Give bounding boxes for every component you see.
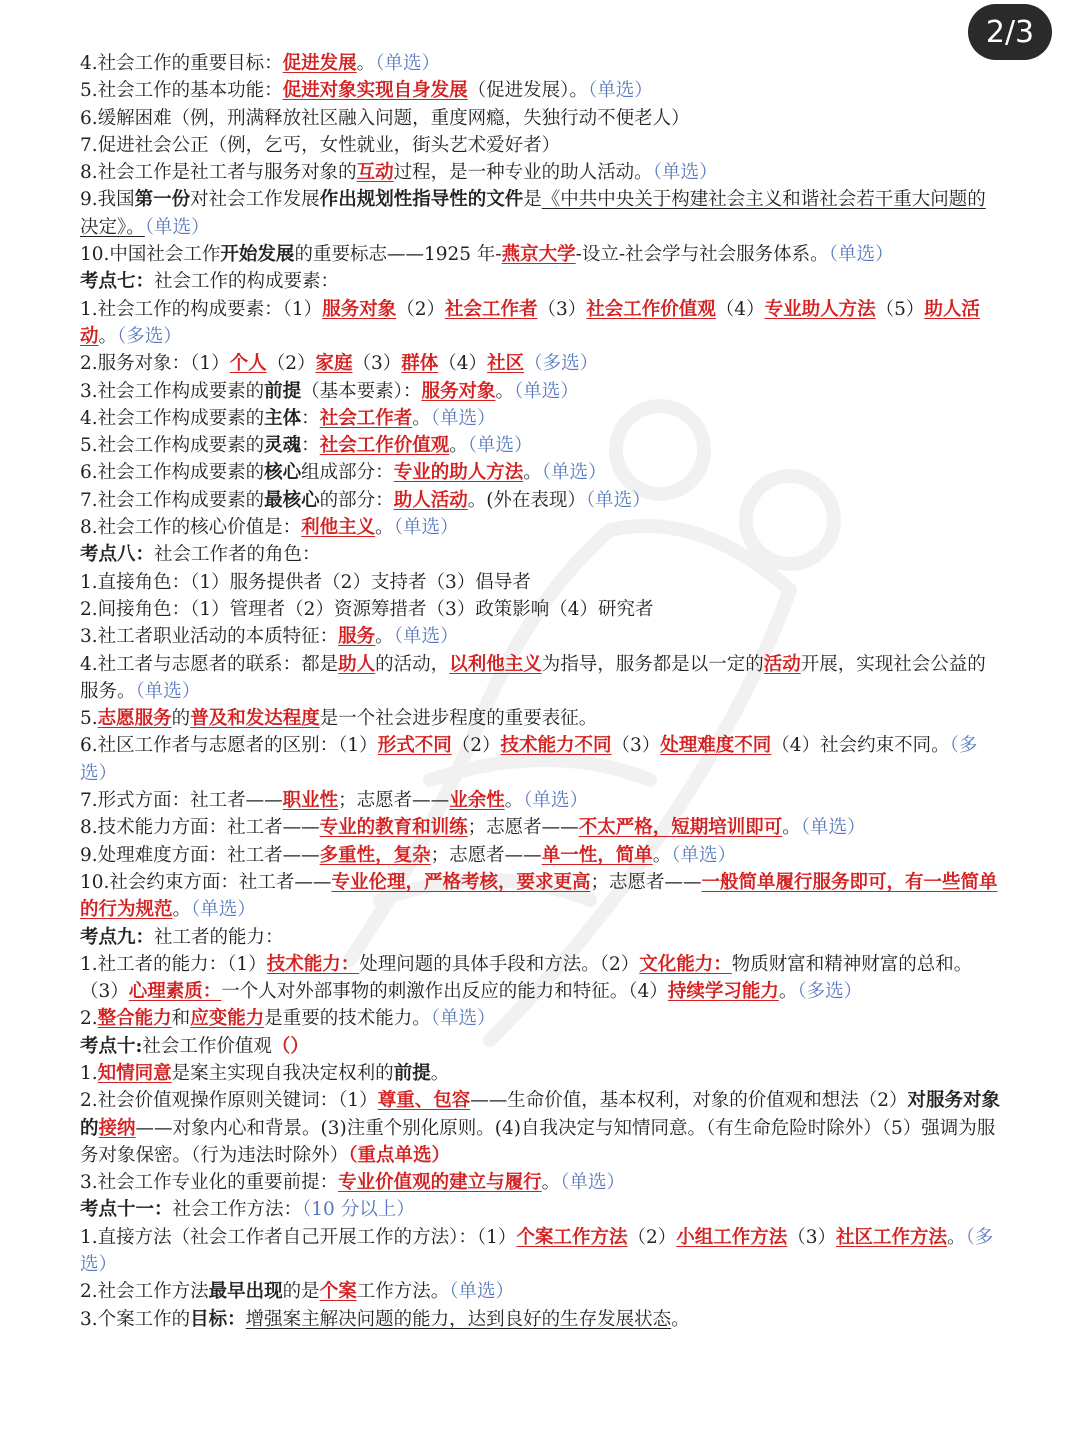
text-segment: （2）	[627, 1226, 677, 1248]
key-term: 助人活动	[80, 298, 980, 347]
text-segment: 1.社会工作的构成要素：（1）	[80, 298, 323, 320]
key-term: 专业伦理，严格考核，要求更高	[331, 871, 591, 893]
text-segment: 前提	[264, 380, 302, 402]
text-line	[80, 186, 1000, 241]
question-type-tag: （单选）	[430, 407, 496, 429]
text-segment: （3）	[537, 298, 587, 320]
key-term: 助人	[338, 653, 376, 675]
text-segment: ：	[301, 407, 320, 429]
key-term: 职业性	[282, 790, 339, 812]
text-segment: 的	[171, 708, 191, 730]
text-segment: 2.社会工作方法	[80, 1281, 209, 1303]
text-segment: 2.	[80, 1008, 98, 1030]
text-line	[80, 924, 1000, 951]
text-segment: 2.服务对象：（1）	[80, 353, 230, 375]
question-type-tag: （单选）	[541, 462, 607, 484]
key-term: 个案工作方法	[516, 1226, 628, 1248]
text-segment: ；志愿者——	[590, 871, 702, 893]
key-term: 专业助人方法	[764, 298, 876, 320]
text-segment: 7.形式方面：社工者——	[80, 790, 283, 812]
key-term: 文化能力：	[639, 953, 732, 975]
text-line	[80, 159, 1000, 186]
text-segment: 社会工作价值观	[142, 1035, 272, 1057]
key-term: 社会工作者	[444, 298, 538, 320]
key-term: 促进发展	[282, 53, 357, 74]
text-segment: 工作方法。	[356, 1281, 450, 1303]
text-line	[80, 77, 1000, 104]
text-line	[80, 787, 1000, 814]
key-term: 社区工作方法	[836, 1226, 948, 1248]
text-segment: ——生命价值，基本权利，对象的价值观和想法（2）	[470, 1090, 908, 1112]
text-segment: （3）	[611, 735, 661, 757]
text-line	[80, 1033, 1000, 1060]
key-term: 专业的教育和训练	[319, 817, 468, 839]
text-segment: 对服务对象的	[80, 1090, 1000, 1139]
text-segment: 和	[171, 1008, 191, 1030]
key-term: 以利他主义	[449, 653, 542, 675]
key-term: 专业的助人方法	[393, 462, 524, 484]
key-term: 个人	[229, 353, 267, 375]
text-segment: 6.社会工作构成要素的	[80, 462, 265, 484]
key-term: 利他主义	[301, 517, 376, 539]
text-segment: 4.社会工作的重要目标：	[80, 53, 283, 74]
text-segment: 。	[375, 517, 394, 539]
text-segment: 核心	[264, 462, 302, 484]
question-type-tag: （单选）	[585, 489, 651, 511]
text-line	[80, 1224, 1000, 1279]
text-segment: 5.社会工作的基本功能：	[80, 80, 283, 102]
text-segment: 6.缓解困难（例，刑满释放社区融入问题，重度网瘾，失独行动不便老人）	[80, 107, 690, 129]
text-segment: ；志愿者——	[338, 790, 450, 812]
text-segment: 5.社会工作构成要素的	[80, 435, 265, 457]
question-type-tag: （单选）	[828, 244, 894, 266]
text-segment: 处理问题的具体手段和方法。（2）	[359, 953, 640, 975]
question-type-tag: （单选）	[430, 1008, 496, 1030]
text-segment: 开展，实现社会公益的服务。	[80, 653, 986, 702]
key-term: 接纳	[98, 1117, 136, 1139]
text-segment: 6.社区工作者与志愿者的区别：（1）	[80, 735, 378, 757]
text-segment: 灵魂	[264, 435, 302, 457]
text-line	[80, 50, 1000, 77]
question-type-tag: （单选）	[393, 626, 459, 648]
text-segment: （）	[271, 1035, 309, 1057]
text-segment: 3.社会工作专业化的重要前提：	[80, 1172, 339, 1194]
text-segment: 是案主实现自我决定权利的	[171, 1062, 394, 1084]
question-type-tag: （单选）	[393, 517, 459, 539]
text-segment: 是一个社会进步程度的重要表征。	[319, 708, 598, 730]
document-body	[80, 50, 1000, 1333]
text-line	[80, 951, 1000, 1006]
text-segment: 。	[782, 817, 801, 839]
text-segment: 1.社工者的能力：（1）	[80, 953, 267, 975]
text-segment: 。	[98, 325, 118, 347]
text-line	[80, 732, 1000, 787]
text-segment: 1.	[80, 1062, 98, 1084]
text-line	[80, 378, 1000, 405]
text-line	[80, 623, 1000, 650]
text-segment: 9.处理难度方面：社工者——	[80, 844, 320, 866]
text-segment: 。	[495, 380, 514, 402]
question-type-tag: （单选）	[800, 817, 866, 839]
question-type-tag: （单选）	[144, 216, 210, 238]
text-segment: 物质财富和精神财富的总和。（3）	[80, 953, 973, 1003]
text-segment: 组成部分：	[301, 462, 394, 484]
key-term: 志愿服务	[97, 708, 172, 730]
key-term: 一般简单履行服务即可，有一些简单的行为规范	[80, 871, 998, 921]
key-term: 应变能力	[190, 1008, 265, 1030]
key-term: 服务对象	[322, 298, 397, 320]
text-segment: 。	[504, 790, 524, 812]
question-type-tag: （多选）	[80, 1226, 994, 1276]
text-segment: 。	[947, 1226, 966, 1248]
text-segment: 社会工作者的角色：	[154, 544, 321, 566]
text-segment: 4.社会工作构成要素的	[80, 407, 265, 429]
text-segment: （2）	[266, 353, 316, 375]
text-segment: 1.直接角色：（1）服务提供者（2）支持者（3）倡导者	[80, 571, 531, 593]
text-segment: 。	[541, 1172, 561, 1194]
key-term: 形式不同	[377, 735, 452, 757]
text-segment: 第一份	[134, 189, 191, 211]
text-line	[80, 869, 1000, 924]
text-segment: 。	[523, 462, 542, 484]
key-term: 服务	[338, 626, 376, 648]
text-segment: 对社会工作发展	[190, 189, 320, 211]
key-term: 燕京大学	[501, 244, 576, 266]
text-line	[80, 296, 1000, 351]
text-segment: （基本要素）：	[301, 380, 422, 402]
text-segment: 考点八：	[80, 544, 155, 566]
question-type-tag: （单选）	[467, 435, 533, 457]
question-type-tag: （多选）	[524, 353, 599, 375]
key-term: 持续学习能力	[667, 981, 779, 1003]
text-segment: （4）	[715, 298, 765, 320]
key-term: 整合能力	[97, 1008, 172, 1030]
text-segment: 5.	[80, 708, 98, 730]
key-term: 家庭	[315, 353, 353, 375]
question-type-tag: （多选）	[797, 981, 863, 1003]
text-line	[80, 1196, 1000, 1223]
text-line	[80, 842, 1000, 869]
text-segment: （4）社会约束不同。	[771, 735, 950, 757]
key-term: 单一性，简单	[541, 844, 653, 866]
text-segment: 社会工作的构成要素：	[154, 271, 340, 293]
question-type-tag: （单选）	[135, 680, 201, 702]
key-term: 尊重、包容	[377, 1090, 471, 1112]
text-segment: ——对象内心和背景。(3)注重个别化原则。(4)自我决定与知情同意。（有生命危险时除外）（5）强调为服务对象保密。（行为违法时除外）	[80, 1117, 996, 1166]
text-segment: 。	[671, 1308, 690, 1330]
question-type-tag: （10 分以上）	[302, 1199, 415, 1221]
text-segment: 。	[375, 626, 394, 648]
text-segment: 增强案主解决问题的能力，达到良好的生存发展状态	[245, 1308, 672, 1330]
text-segment: 1.直接方法（社会工作者自己开展工作的方法）：（1）	[80, 1226, 517, 1248]
text-line	[80, 705, 1000, 732]
text-line	[80, 432, 1000, 459]
text-segment: 的活动，	[375, 653, 450, 675]
text-segment: 考点十一：	[80, 1199, 173, 1221]
key-term: 促进对象实现自身发展	[282, 80, 468, 102]
text-segment: （3）	[352, 353, 402, 375]
text-line	[80, 1169, 1000, 1196]
text-segment: （2）	[451, 735, 501, 757]
text-segment: 的部分：	[319, 489, 394, 511]
text-segment: 3.社工者职业活动的本质特征：	[80, 626, 339, 648]
text-segment: 的是	[282, 1281, 320, 1303]
text-segment: 作出规划性指导性的文件	[319, 189, 524, 211]
text-line	[80, 541, 1000, 568]
text-segment: 。	[449, 435, 468, 457]
text-segment: 。(外在表现）	[467, 489, 586, 511]
key-term: 社会工作价值观	[319, 435, 450, 457]
text-segment: 。	[412, 407, 431, 429]
key-term: 知情同意	[97, 1062, 172, 1084]
key-term: 助人活动	[393, 489, 468, 511]
text-segment: ；志愿者——	[467, 817, 579, 839]
key-term: 技术能力不同	[500, 735, 612, 757]
page-indicator: 2/3	[968, 4, 1052, 60]
text-segment: 过程，是一种专业的助人活动。	[393, 162, 653, 184]
text-line	[80, 350, 1000, 377]
text-segment: 。	[652, 844, 672, 866]
key-term: 业余性	[449, 790, 505, 812]
text-segment: 。	[778, 981, 798, 1003]
text-segment: 8.技术能力方面：社工者——	[80, 817, 320, 839]
question-type-tag: （单选）	[587, 80, 653, 102]
question-type-tag: （单选）	[523, 790, 588, 812]
text-segment: 目标：	[190, 1308, 246, 1330]
text-segment: 的重要标志——1925 年-	[294, 244, 502, 266]
key-term: 多重性，复杂	[319, 844, 431, 866]
text-line	[80, 268, 1000, 295]
key-term: 社会工作者	[319, 407, 413, 429]
text-line	[80, 459, 1000, 486]
key-term: 技术能力：	[266, 953, 360, 975]
text-segment: 是重要的技术能力。	[264, 1008, 431, 1030]
text-segment: 4.社工者与志愿者的联系：都是	[80, 653, 339, 675]
text-line	[80, 241, 1000, 268]
text-segment: 考点九：	[80, 926, 155, 948]
text-segment: 10.中国社会工作	[80, 244, 221, 266]
text-segment: 7.促进社会公正（例，乞丐，女性就业，街头艺术爱好者）	[80, 134, 561, 156]
text-segment: 一个人对外部事物的刺激作出反应的能力和特征。（4）	[221, 981, 668, 1003]
text-segment: 考点七：	[80, 271, 155, 293]
question-type-tag: （单选）	[449, 1281, 514, 1303]
text-segment: （4）	[438, 353, 488, 375]
question-type-tag: （多选）	[80, 735, 978, 784]
text-segment: 。	[430, 1062, 450, 1084]
text-segment: 8.社会工作是社工者与服务对象的	[80, 162, 357, 184]
text-segment: 。	[356, 53, 376, 74]
key-term: 社会工作价值观	[586, 298, 716, 320]
text-segment: 3.个案工作的	[80, 1308, 191, 1330]
key-term: 心理素质：	[128, 981, 222, 1003]
text-segment: ：	[301, 435, 320, 457]
key-term: 小组工作方法	[676, 1226, 788, 1248]
text-segment: 社工者的能力：	[154, 926, 284, 948]
key-term: 群体	[401, 353, 439, 375]
key-term: 活动	[763, 653, 801, 675]
text-line	[80, 651, 1000, 706]
text-line	[80, 1005, 1000, 1032]
text-line	[80, 405, 1000, 432]
text-segment: -设立-社会学与社会服务体系。	[575, 244, 829, 266]
text-segment: 。	[172, 899, 192, 921]
text-segment: （2）	[396, 298, 445, 320]
question-type-tag: （单选）	[560, 1172, 625, 1194]
text-segment: 8.社会工作的核心价值是：	[80, 517, 302, 539]
text-segment: 最核心	[264, 489, 320, 511]
text-segment: 考点十:	[80, 1035, 143, 1057]
text-segment: 3.社会工作构成要素的	[80, 380, 265, 402]
text-line	[80, 105, 1000, 132]
text-segment: （促进发展）。	[467, 80, 588, 102]
text-segment: ；志愿者——	[430, 844, 542, 866]
text-segment: 《中共中央关于构建社会主义和谐社会若干重大问题的决定》。	[80, 189, 986, 238]
text-segment: 主体	[264, 407, 302, 429]
question-type-tag: （单选）	[191, 899, 256, 921]
key-term: 处理难度不同	[660, 735, 772, 757]
text-segment: 为指导，服务都是以一定的	[541, 653, 764, 675]
question-type-tag: （单选）	[375, 53, 440, 74]
text-line	[80, 1278, 1000, 1305]
text-segment: 10.社会约束方面：社工者——	[80, 871, 332, 893]
text-segment: 是	[523, 189, 542, 211]
text-line	[80, 814, 1000, 841]
key-term: 不太严格，短期培训即可	[578, 817, 783, 839]
question-type-tag: （单选）	[671, 844, 736, 866]
key-term: 服务对象	[421, 380, 496, 402]
text-segment: 9.我国	[80, 189, 135, 211]
question-type-tag: （多选）	[117, 325, 182, 347]
text-segment: （重点单选）	[348, 1144, 451, 1166]
text-segment: 7.社会工作构成要素的	[80, 489, 265, 511]
text-segment: 前提	[393, 1062, 431, 1084]
key-term: 专业价值观的建立与履行	[338, 1172, 542, 1194]
text-line	[80, 1087, 1000, 1169]
question-type-tag: （单选）	[513, 380, 579, 402]
text-line	[80, 487, 1000, 514]
key-term: 互动	[356, 162, 394, 184]
key-term: 普及和发达程度	[190, 708, 320, 730]
text-segment: （3）	[787, 1226, 837, 1248]
text-segment: 社会工作方法：	[172, 1199, 303, 1221]
text-line	[80, 1306, 1000, 1333]
text-segment: 最早出现	[208, 1281, 283, 1303]
text-segment: 2.社会价值观操作原则关键词：（1）	[80, 1090, 378, 1112]
text-line	[80, 569, 1000, 596]
text-segment: 开始发展	[220, 244, 295, 266]
text-line	[80, 132, 1000, 159]
text-line	[80, 1060, 1000, 1087]
question-type-tag: （单选）	[652, 162, 718, 184]
text-segment: （5）	[875, 298, 925, 320]
text-line	[80, 514, 1000, 541]
key-term: 个案	[319, 1281, 357, 1303]
text-line	[80, 596, 1000, 623]
text-segment: 2.间接角色：（1）管理者（2）资源筹措者（3）政策影响（4）研究者	[80, 598, 654, 620]
key-term: 社区	[487, 353, 525, 375]
